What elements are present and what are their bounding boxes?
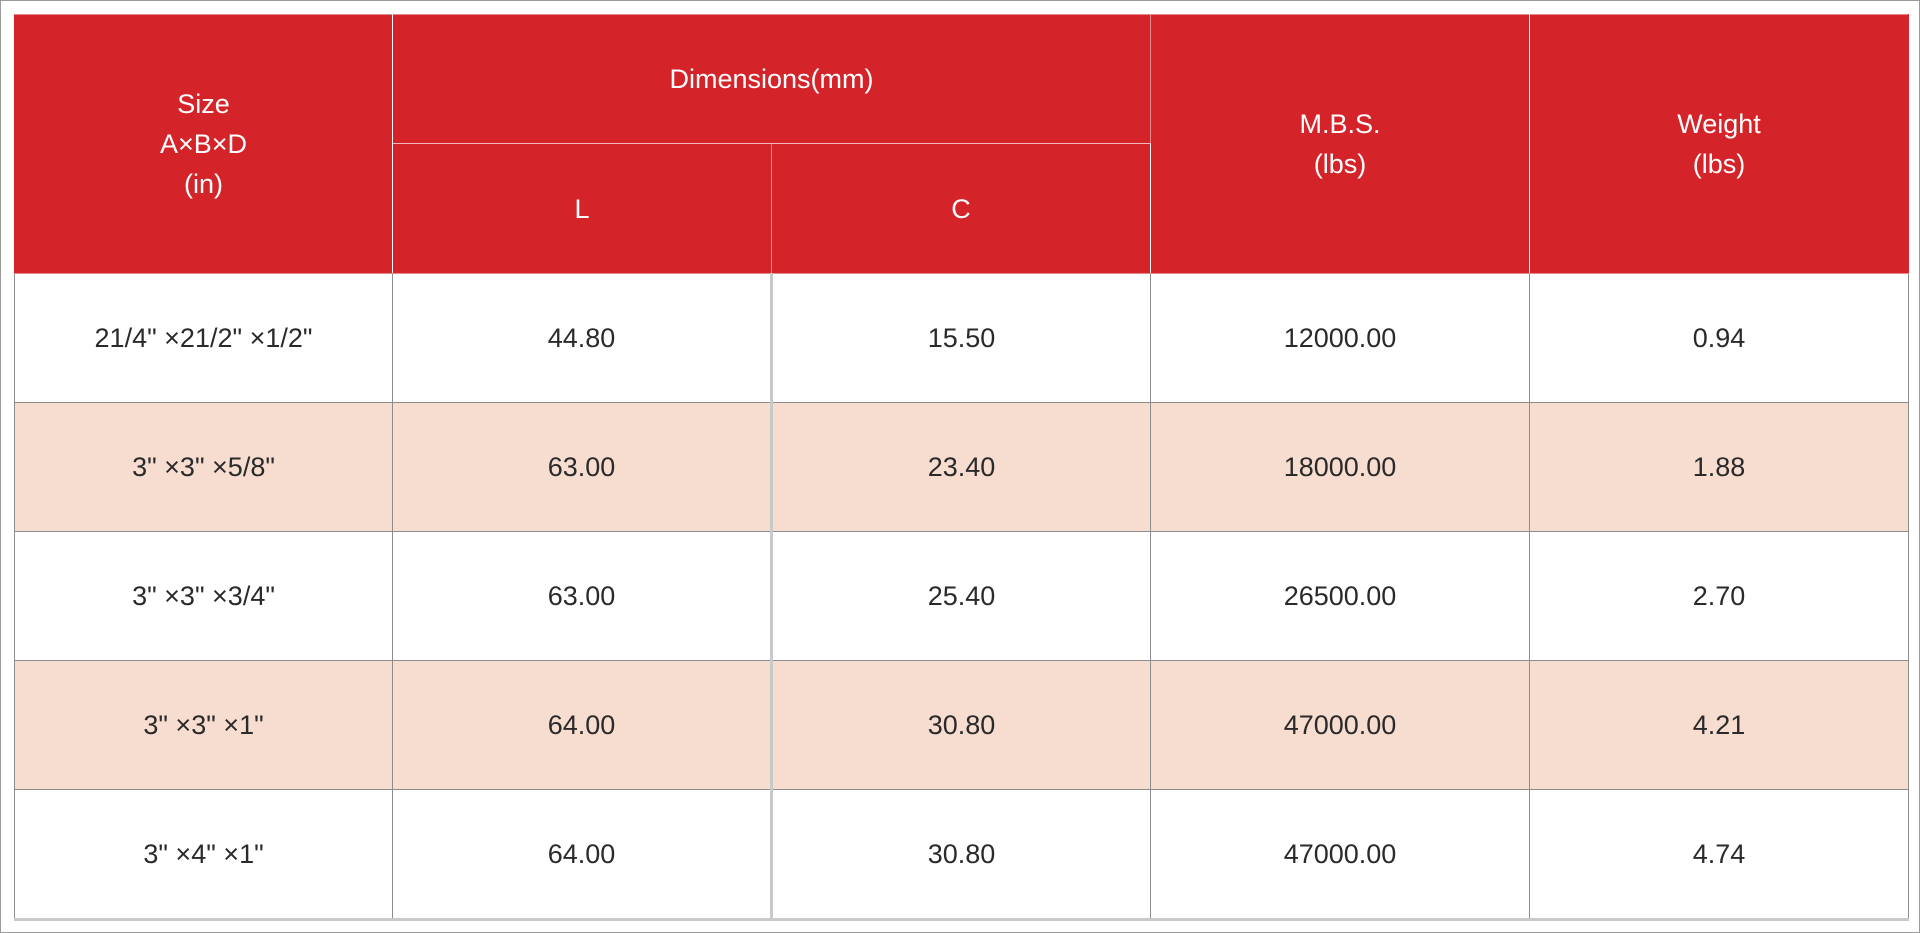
size-cell: 21/4" ×21/2" ×1/2": [15, 274, 393, 403]
weight-cell: 0.94: [1530, 274, 1909, 403]
weight-header: [1530, 15, 1909, 274]
mbs-cell: 26500.00: [1151, 532, 1530, 661]
weight-cell: 1.88: [1530, 403, 1909, 532]
weight-cell: 4.21: [1530, 661, 1909, 790]
l-cell: 44.80: [393, 274, 772, 403]
mbs-cell: 47000.00: [1151, 790, 1530, 920]
table-row: [15, 661, 1909, 790]
table-row: [15, 532, 1909, 661]
mbs-header: [1151, 15, 1530, 274]
l-cell: 63.00: [393, 532, 772, 661]
mbs-cell: 47000.00: [1151, 661, 1530, 790]
spec-table: [14, 14, 1909, 921]
size-header-line: (in): [184, 169, 223, 199]
size-header-line: A×B×D: [159, 129, 248, 159]
l-header: L: [393, 144, 772, 274]
mbs-cell: 12000.00: [1151, 274, 1530, 403]
size-cell: 3" ×3" ×3/4": [15, 532, 393, 661]
c-cell: 25.40: [772, 532, 1151, 661]
l-cell: 64.00: [393, 661, 772, 790]
size-header: [15, 15, 393, 274]
table-row: [15, 790, 1909, 920]
c-cell: 15.50: [772, 274, 1151, 403]
l-cell: 64.00: [393, 790, 772, 920]
size-cell: 3" ×3" ×5/8": [15, 403, 393, 532]
size-header-line: Size: [177, 89, 230, 119]
weight-header-line: Weight: [1677, 109, 1761, 139]
table-row: [15, 274, 1909, 403]
table-row: [15, 403, 1909, 532]
size-cell: 3" ×3" ×1": [15, 661, 393, 790]
c-cell: 23.40: [772, 403, 1151, 532]
c-header: C: [772, 144, 1151, 274]
mbs-header-line: (lbs): [1313, 149, 1367, 179]
l-cell: 63.00: [393, 403, 772, 532]
mbs-header-line: M.B.S.: [1299, 109, 1381, 139]
mbs-cell: 18000.00: [1151, 403, 1530, 532]
weight-cell: 4.74: [1530, 790, 1909, 920]
weight-cell: 2.70: [1530, 532, 1909, 661]
c-cell: 30.80: [772, 790, 1151, 920]
weight-header-line: (lbs): [1692, 149, 1746, 179]
header-row: [15, 15, 1909, 144]
dimensions-header: Dimensions(mm): [393, 15, 1151, 144]
size-cell: 3" ×4" ×1": [15, 790, 393, 920]
c-cell: 30.80: [772, 661, 1151, 790]
